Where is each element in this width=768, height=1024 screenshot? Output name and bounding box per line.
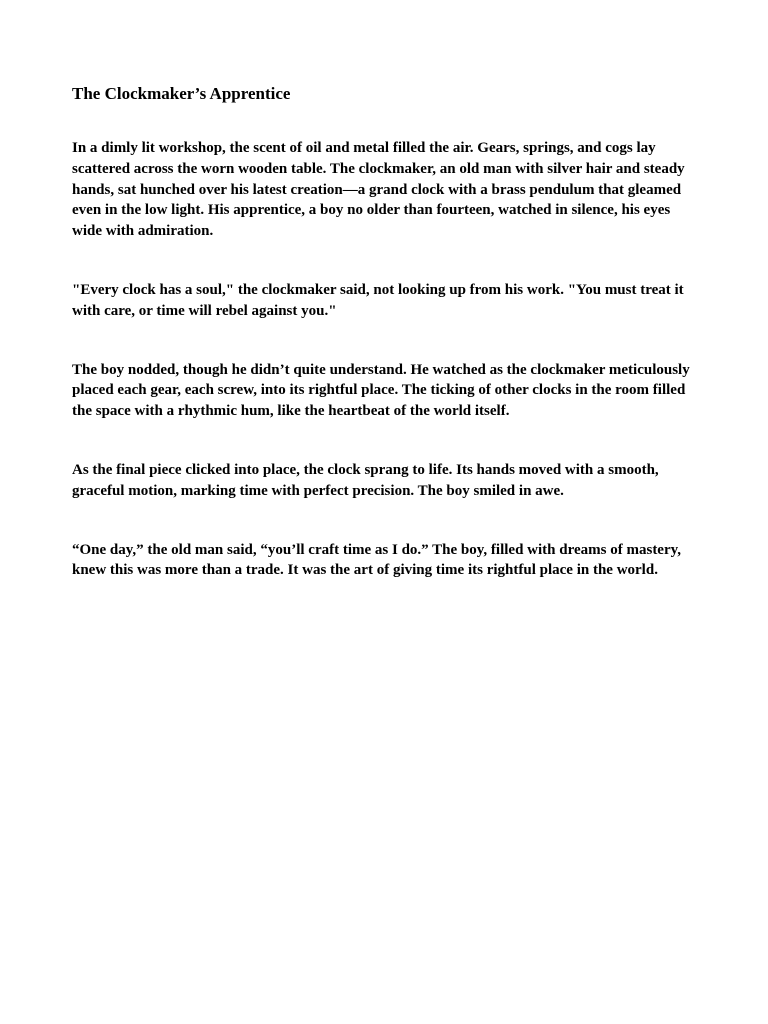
document-title: The Clockmaker’s Apprentice [72,84,291,103]
paragraph-5: “One day,” the old man said, “you’ll craft time as I do.” The boy, filled with dreams of mastery, knew this was more than a trade. It was the art of giving time its rightful place in the world. [72,541,682,579]
paragraph-2: "Every clock has a soul," the clockmaker said, not looking up from his work. "You must treat it with care, or time will rebel against you." [72,281,684,319]
paragraph-3: The boy nodded, though he didn’t quite understand. He watched as the clockmaker meticulously placed each gear, each screw, into its rightful place. The ticking of other clocks in the room filled the space with a rhythmic hum, like the heartbeat of the world itself. [72,361,690,420]
paragraph-4: As the final piece clicked into place, the clock sprang to life. Its hands moved with a smooth, graceful motion, marking time with perfect precision. The boy smiled in awe. [72,461,659,499]
document-body [72,82,698,581]
paragraph-1: In a dimly lit workshop, the scent of oil and metal filled the air. Gears, springs, and cogs lay scattered across the worn wooden table. The clockmaker, an old man with silver hair and steady hands, sat hunched over his latest creation—a grand clock with a brass pendulum that gleamed even in the low light. His apprentice, a boy no older than fourteen, watched in silence, his eyes wide with admiration. [72,140,685,240]
